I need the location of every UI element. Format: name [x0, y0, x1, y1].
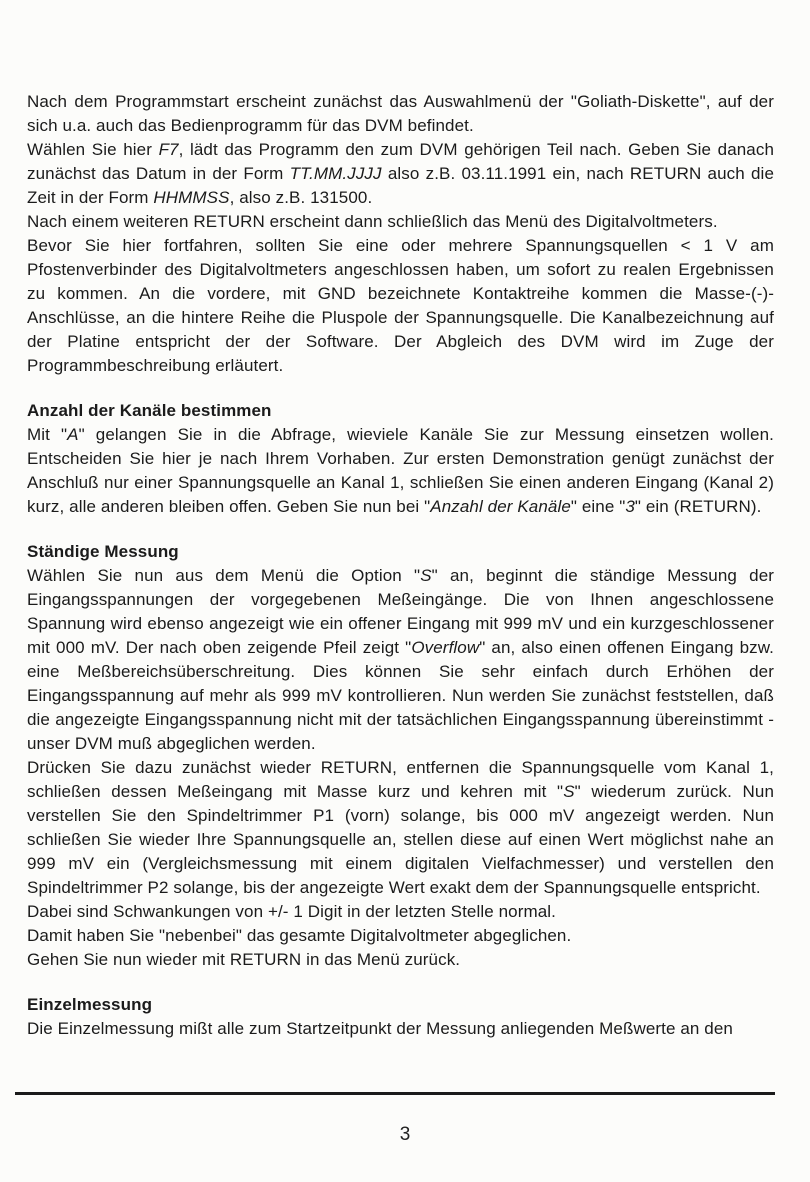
section-heading: Ständige Messung — [27, 542, 179, 561]
paragraph: Gehen Sie nun wieder mit RETURN in das Menü zurück. — [27, 950, 461, 969]
section-staendige-messung — [27, 540, 774, 972]
paragraph: Wählen Sie nun aus dem Menü die Option "S" an, beginnt die ständige Messung der Eingangsspannungen der vorgegebenen Meßeingänge. Die von Ihnen angeschlossene Spannung wird ebenso angezeigt wie ein offener Eingang mit 999 mV und ein kurzgeschlossener mit 000 mV. Der nach oben zeigende Pfeil zeigt "Overflow" an, also einen offenen Eingang bzw. eine Meßbereichsüberschreitung. Dies können Sie sehr einfach durch Erhöhen der Eingangsspannung auf mehr als 999 mV kontrollieren. Nun werden Sie zunächst feststellen, daß die angezeigte Eingangsspannung nicht mit der tatsächlichen Eingangsspannung übereinstimmt - unser DVM muß abgeglichen werden. — [27, 566, 775, 753]
footer-rule — [15, 1092, 775, 1095]
paragraph: Wählen Sie hier F7, lädt das Programm den zum DVM gehörigen Teil nach. Geben Sie danach zunächst das Datum in der Form TT.MM.JJJJ also z.B. 03.11.1991 ein, nach RETURN auch die Zeit in der Form HHMMSS, also z.B. 131500. — [27, 140, 775, 207]
paragraph: Mit "A" gelangen Sie in die Abfrage, wieviele Kanäle Sie zur Messung einsetzen wollen. Entscheiden Sie hier je nach Ihrem Vorhaben. Zur ersten Demonstration genügt zunächst der Anschluß nur einer Spannungsquelle an Kanal 1, schließen Sie einen anderen Eingang (Kanal 2) kurz, alle anderen bleiben offen. Geben Sie nun bei "Anzahl der Kanäle" eine "3" ein (RETURN). — [27, 425, 774, 516]
paragraph: Die Einzelmessung mißt alle zum Startzeitpunkt der Messung anliegenden Meßwerte an den — [27, 1019, 733, 1038]
section-heading: Einzelmessung — [27, 995, 153, 1014]
page-content — [27, 90, 774, 1041]
intro-section — [27, 90, 774, 378]
section-heading: Anzahl der Kanäle bestimmen — [27, 401, 272, 420]
paragraph: Nach dem Programmstart erscheint zunächst das Auswahlmenü der "Goliath-Diskette", auf der sich u.a. auch das Bedienprogramm für das DVM befindet. — [27, 92, 774, 135]
paragraph: Dabei sind Schwankungen von +/- 1 Digit in der letzten Stelle normal. — [27, 902, 556, 921]
paragraph: Bevor Sie hier fortfahren, sollten Sie eine oder mehrere Spannungsquellen < 1 V am Pfostenverbinder des Digitalvoltmeters angeschlossen haben, um sofort zu realen Ergebnissen zu kommen. An die vordere, mit GND bezeichnete Kontaktreihe kommen die Masse-(-)-Anschlüsse, an die hintere Reihe die Pluspole der Spannungsquelle. Die Kanalbezeichnung auf der Platine entspricht der der Software. Der Abgleich des DVM wird im Zuge der Programmbeschreibung erläutert. — [27, 236, 774, 375]
paragraph: Damit haben Sie "nebenbei" das gesamte Digitalvoltmeter abgeglichen. — [27, 926, 572, 945]
section-einzelmessung — [27, 993, 774, 1041]
section-anzahl-der-kanaele — [27, 399, 774, 519]
paragraph: Drücken Sie dazu zunächst wieder RETURN, entfernen die Spannungsquelle vom Kanal 1, schließen dessen Meßeingang mit Masse kurz und kehren mit "S" wiederum zurück. Nun verstellen Sie den Spindeltrimmer P1 (vorn) solange, bis 000 mV angezeigt werden. Nun schließen Sie wieder Ihre Spannungsquelle an, stellen diese auf einen Wert möglichst nahe an 999 mV ein (Vergleichsmessung mit einem digitalen Vielfachmesser) und verstellen den Spindeltrimmer P2 solange, bis der angezeigte Wert exakt dem der Spannungsquelle entspricht. — [27, 758, 775, 897]
paragraph: Nach einem weiteren RETURN erscheint dann schließlich das Menü des Digitalvoltmeters. — [27, 212, 718, 231]
page-number: 3 — [399, 1124, 411, 1145]
